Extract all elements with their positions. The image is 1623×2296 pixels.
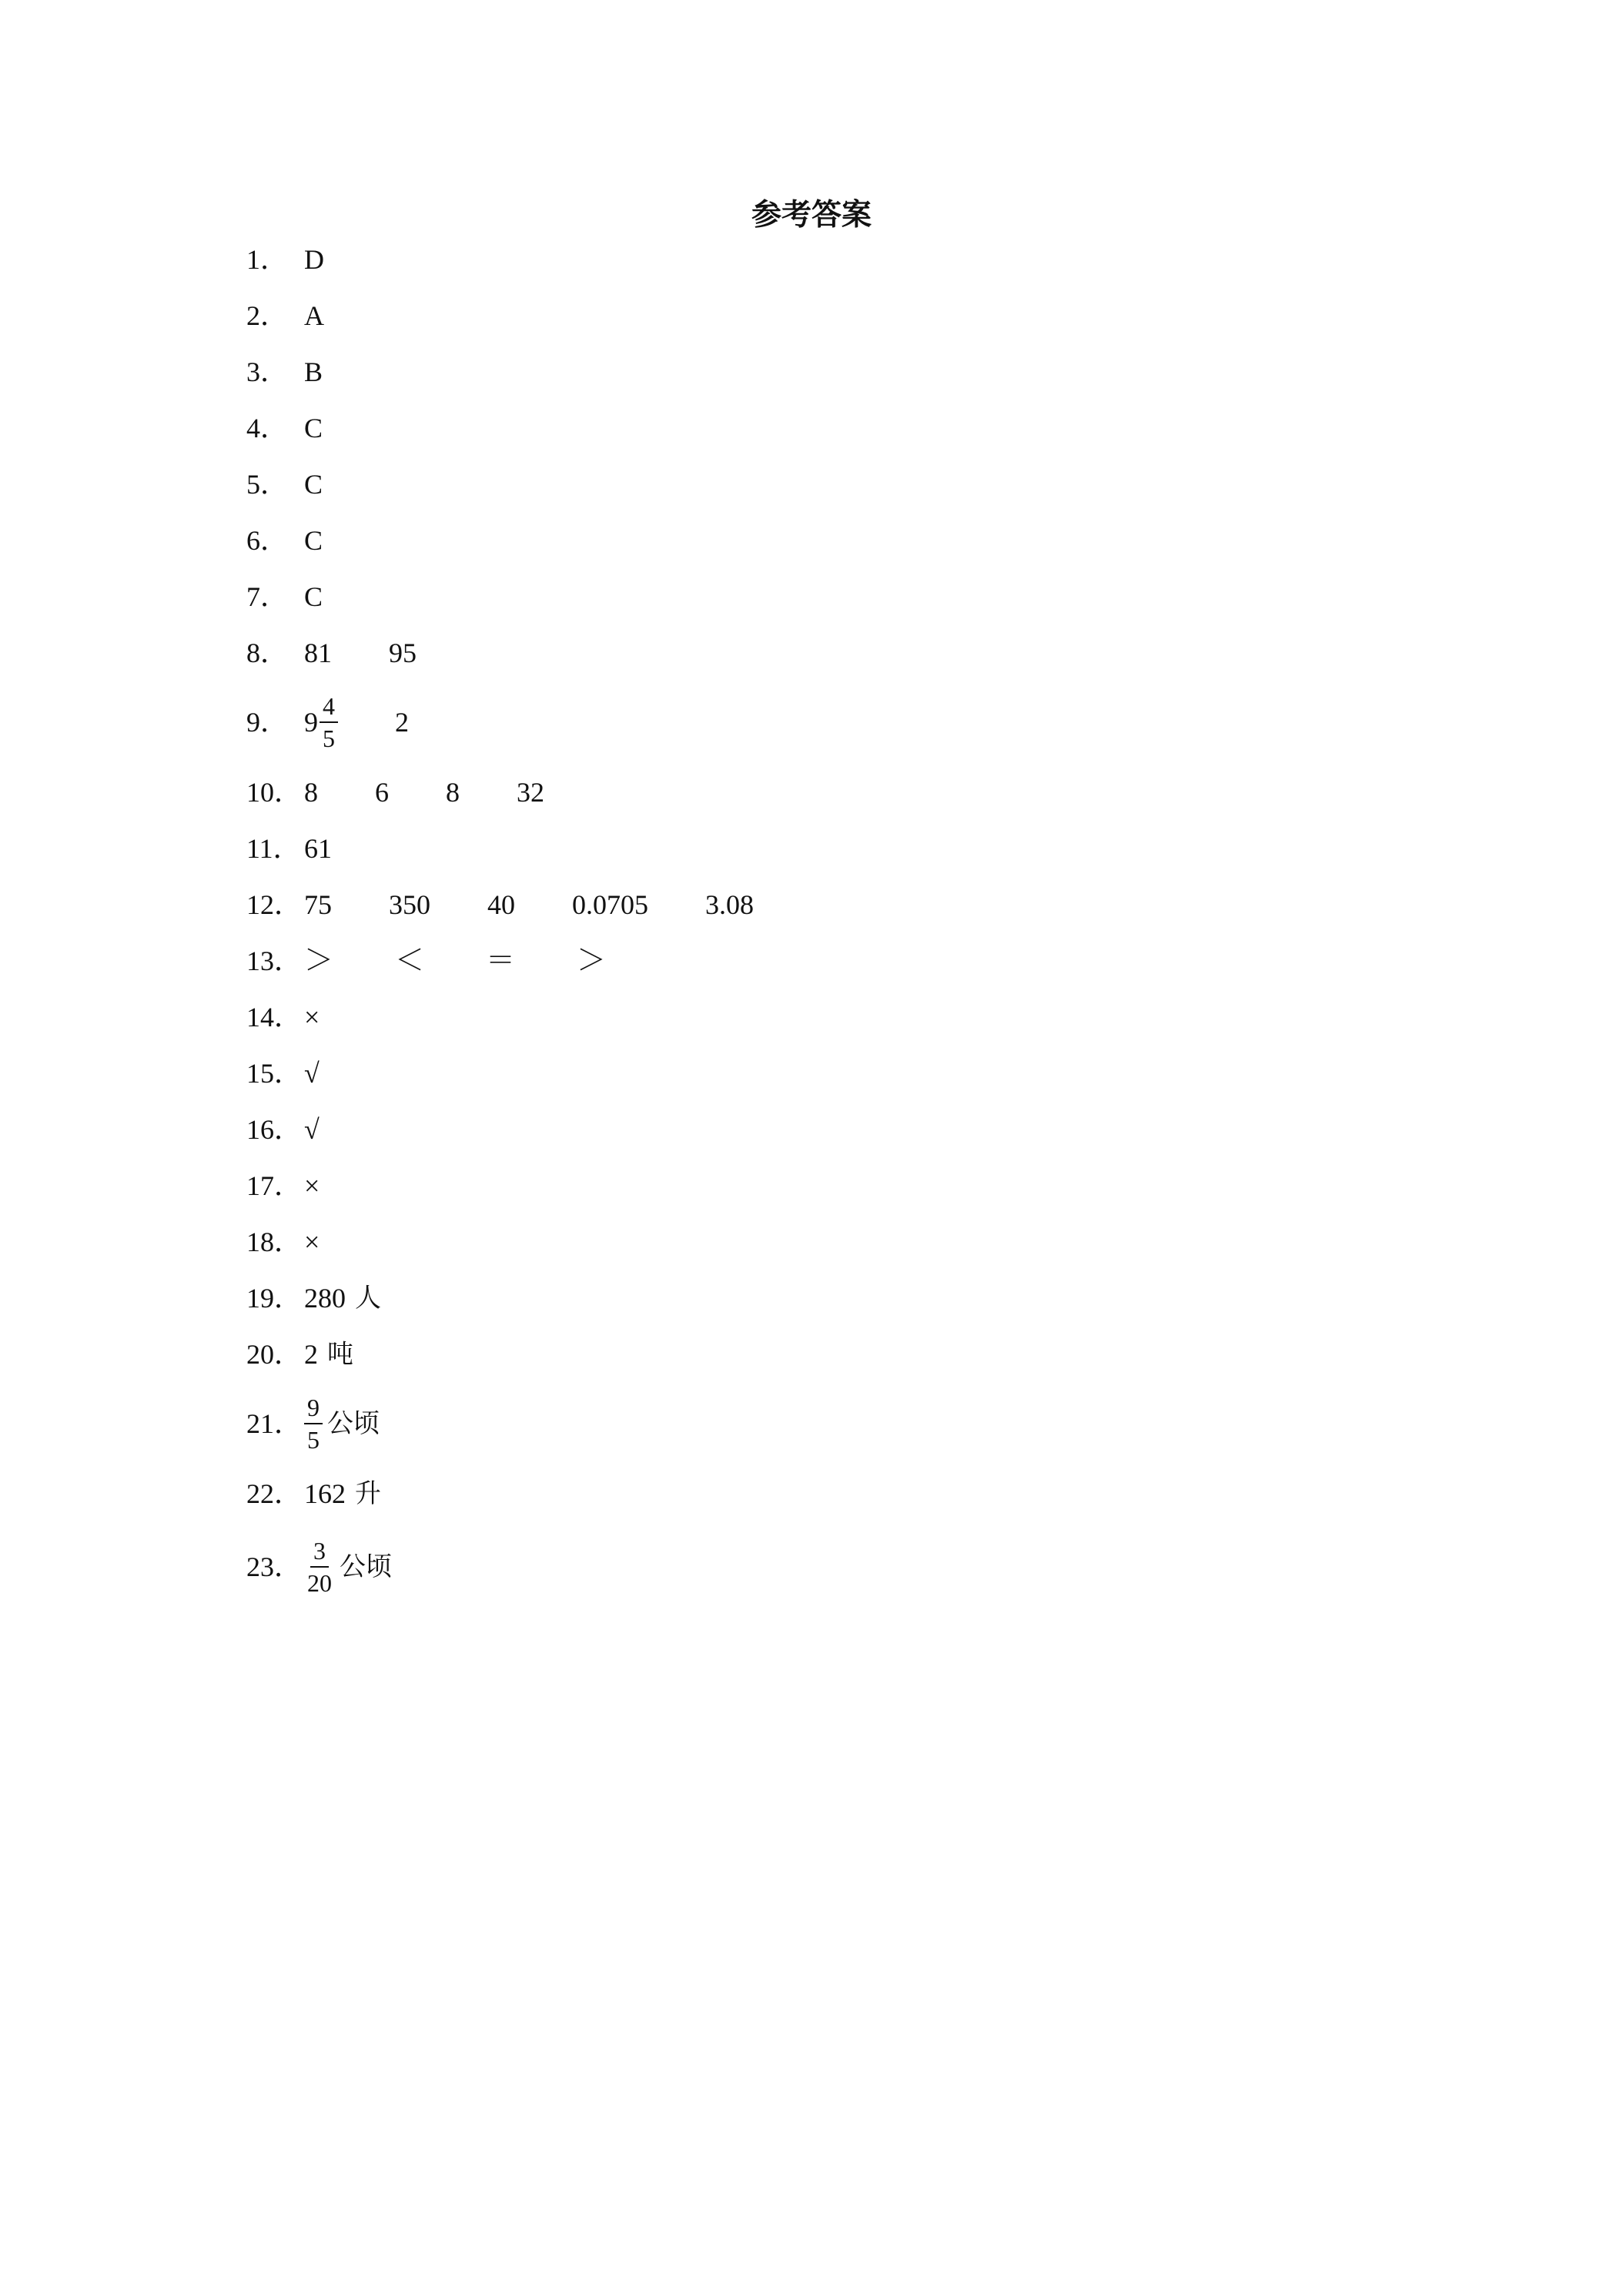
- answer-number: 6．: [246, 524, 289, 556]
- answer-number: 23．: [246, 1551, 303, 1582]
- answer-value: 162: [304, 1478, 346, 1509]
- answer-value: 32: [517, 776, 544, 808]
- answer-number: 2．: [246, 300, 289, 331]
- answer-value: A: [304, 300, 324, 331]
- answer-number: 3．: [246, 356, 289, 387]
- answer-row-23: [246, 1521, 754, 1612]
- fraction: [304, 1395, 323, 1452]
- answer-value: 6: [375, 776, 389, 808]
- answer-value: C: [304, 412, 323, 443]
- answer-unit: 升: [355, 1478, 381, 1509]
- answer-value: C: [304, 524, 323, 556]
- answer-value: 75: [304, 889, 332, 920]
- fraction: [304, 1538, 335, 1595]
- answer-number: 17．: [246, 1170, 303, 1201]
- answer-value: 2: [395, 707, 409, 738]
- answer-row-11: [246, 820, 754, 876]
- mixed-whole: 9: [304, 707, 318, 738]
- answer-number: 15．: [246, 1057, 303, 1089]
- answer-row-12: [246, 876, 754, 932]
- answer-number: 14．: [246, 1001, 303, 1033]
- answer-unit: 公顷: [340, 1551, 392, 1582]
- answer-number: 20．: [246, 1338, 303, 1370]
- fraction-numerator: 9: [304, 1395, 323, 1424]
- answer-value: 8: [304, 776, 318, 808]
- fraction-denominator: 5: [307, 1426, 320, 1454]
- answer-number: 7．: [246, 581, 289, 612]
- answer-row-14: [246, 989, 754, 1045]
- answer-value: 8: [446, 776, 460, 808]
- answer-number: 22．: [246, 1478, 303, 1509]
- answer-number: 19．: [246, 1282, 303, 1314]
- fraction: [320, 694, 338, 751]
- answer-row-13: [246, 932, 754, 989]
- answer-value: C: [304, 581, 323, 612]
- answer-row-10: [246, 764, 754, 820]
- answer-number: 13．: [246, 945, 303, 976]
- answer-row-16: [246, 1101, 754, 1157]
- answer-row-15: [246, 1045, 754, 1101]
- answer-value: 40: [487, 889, 515, 920]
- answer-row-20: [246, 1326, 754, 1382]
- answer-value: 350: [389, 889, 430, 920]
- answer-row-5: [246, 456, 754, 512]
- answer-number: 4．: [246, 412, 289, 443]
- comparison-symbol: ＞: [304, 944, 334, 977]
- fraction-numerator: 3: [310, 1538, 329, 1568]
- page-title: 参考答案: [751, 199, 872, 232]
- answer-value: 2: [304, 1338, 318, 1370]
- fraction-denominator: 20: [307, 1569, 332, 1597]
- answer-value: C: [304, 468, 323, 500]
- answer-row-17: [246, 1157, 754, 1213]
- answer-number: 1．: [246, 243, 289, 275]
- answer-row-18: [246, 1213, 754, 1270]
- fraction-numerator: 4: [320, 694, 338, 723]
- answer-unit: 公顷: [327, 1408, 380, 1439]
- answer-value: 81: [304, 637, 332, 668]
- check-mark: √: [304, 1057, 320, 1089]
- answer-number: 10．: [246, 776, 303, 808]
- answer-row-9: [246, 681, 754, 764]
- answer-row-4: [246, 400, 754, 456]
- answer-unit: 吨: [327, 1338, 353, 1370]
- answer-number: 21．: [246, 1408, 303, 1439]
- cross-mark: ×: [304, 1226, 320, 1257]
- answer-number: 18．: [246, 1226, 303, 1257]
- answer-number: 8．: [246, 637, 289, 668]
- answer-row-1: [246, 231, 754, 287]
- answer-value: 0.0705: [572, 889, 648, 920]
- answer-row-7: [246, 568, 754, 624]
- answer-row-3: [246, 343, 754, 400]
- comparison-symbol: ＜: [395, 944, 425, 977]
- answer-unit: 人: [355, 1282, 381, 1314]
- cross-mark: ×: [304, 1170, 320, 1201]
- answer-row-2: [246, 287, 754, 343]
- comparison-symbol: ＞: [577, 944, 607, 977]
- answer-row-19: [246, 1270, 754, 1326]
- answer-row-8: [246, 624, 754, 681]
- answer-value: 61: [304, 832, 332, 864]
- answer-number: 16．: [246, 1113, 303, 1145]
- answer-number: 12．: [246, 889, 303, 920]
- answer-value: 280: [304, 1282, 346, 1314]
- check-mark: √: [304, 1113, 320, 1145]
- answer-number: 11．: [246, 832, 301, 864]
- answer-value: 95: [389, 637, 417, 668]
- answer-row-21: [246, 1382, 754, 1465]
- comparison-symbol: ＝: [486, 944, 516, 977]
- answer-value: 3.08: [705, 889, 754, 920]
- answer-number: 5．: [246, 468, 289, 500]
- fraction-denominator: 5: [323, 725, 335, 752]
- answer-row-22: [246, 1465, 754, 1521]
- answer-row-6: [246, 512, 754, 568]
- answer-number: 9．: [246, 707, 289, 738]
- cross-mark: ×: [304, 1001, 320, 1033]
- answer-value: B: [304, 356, 323, 387]
- answer-list: [246, 231, 754, 1612]
- mixed-number: [304, 694, 338, 751]
- answer-value: D: [304, 243, 324, 275]
